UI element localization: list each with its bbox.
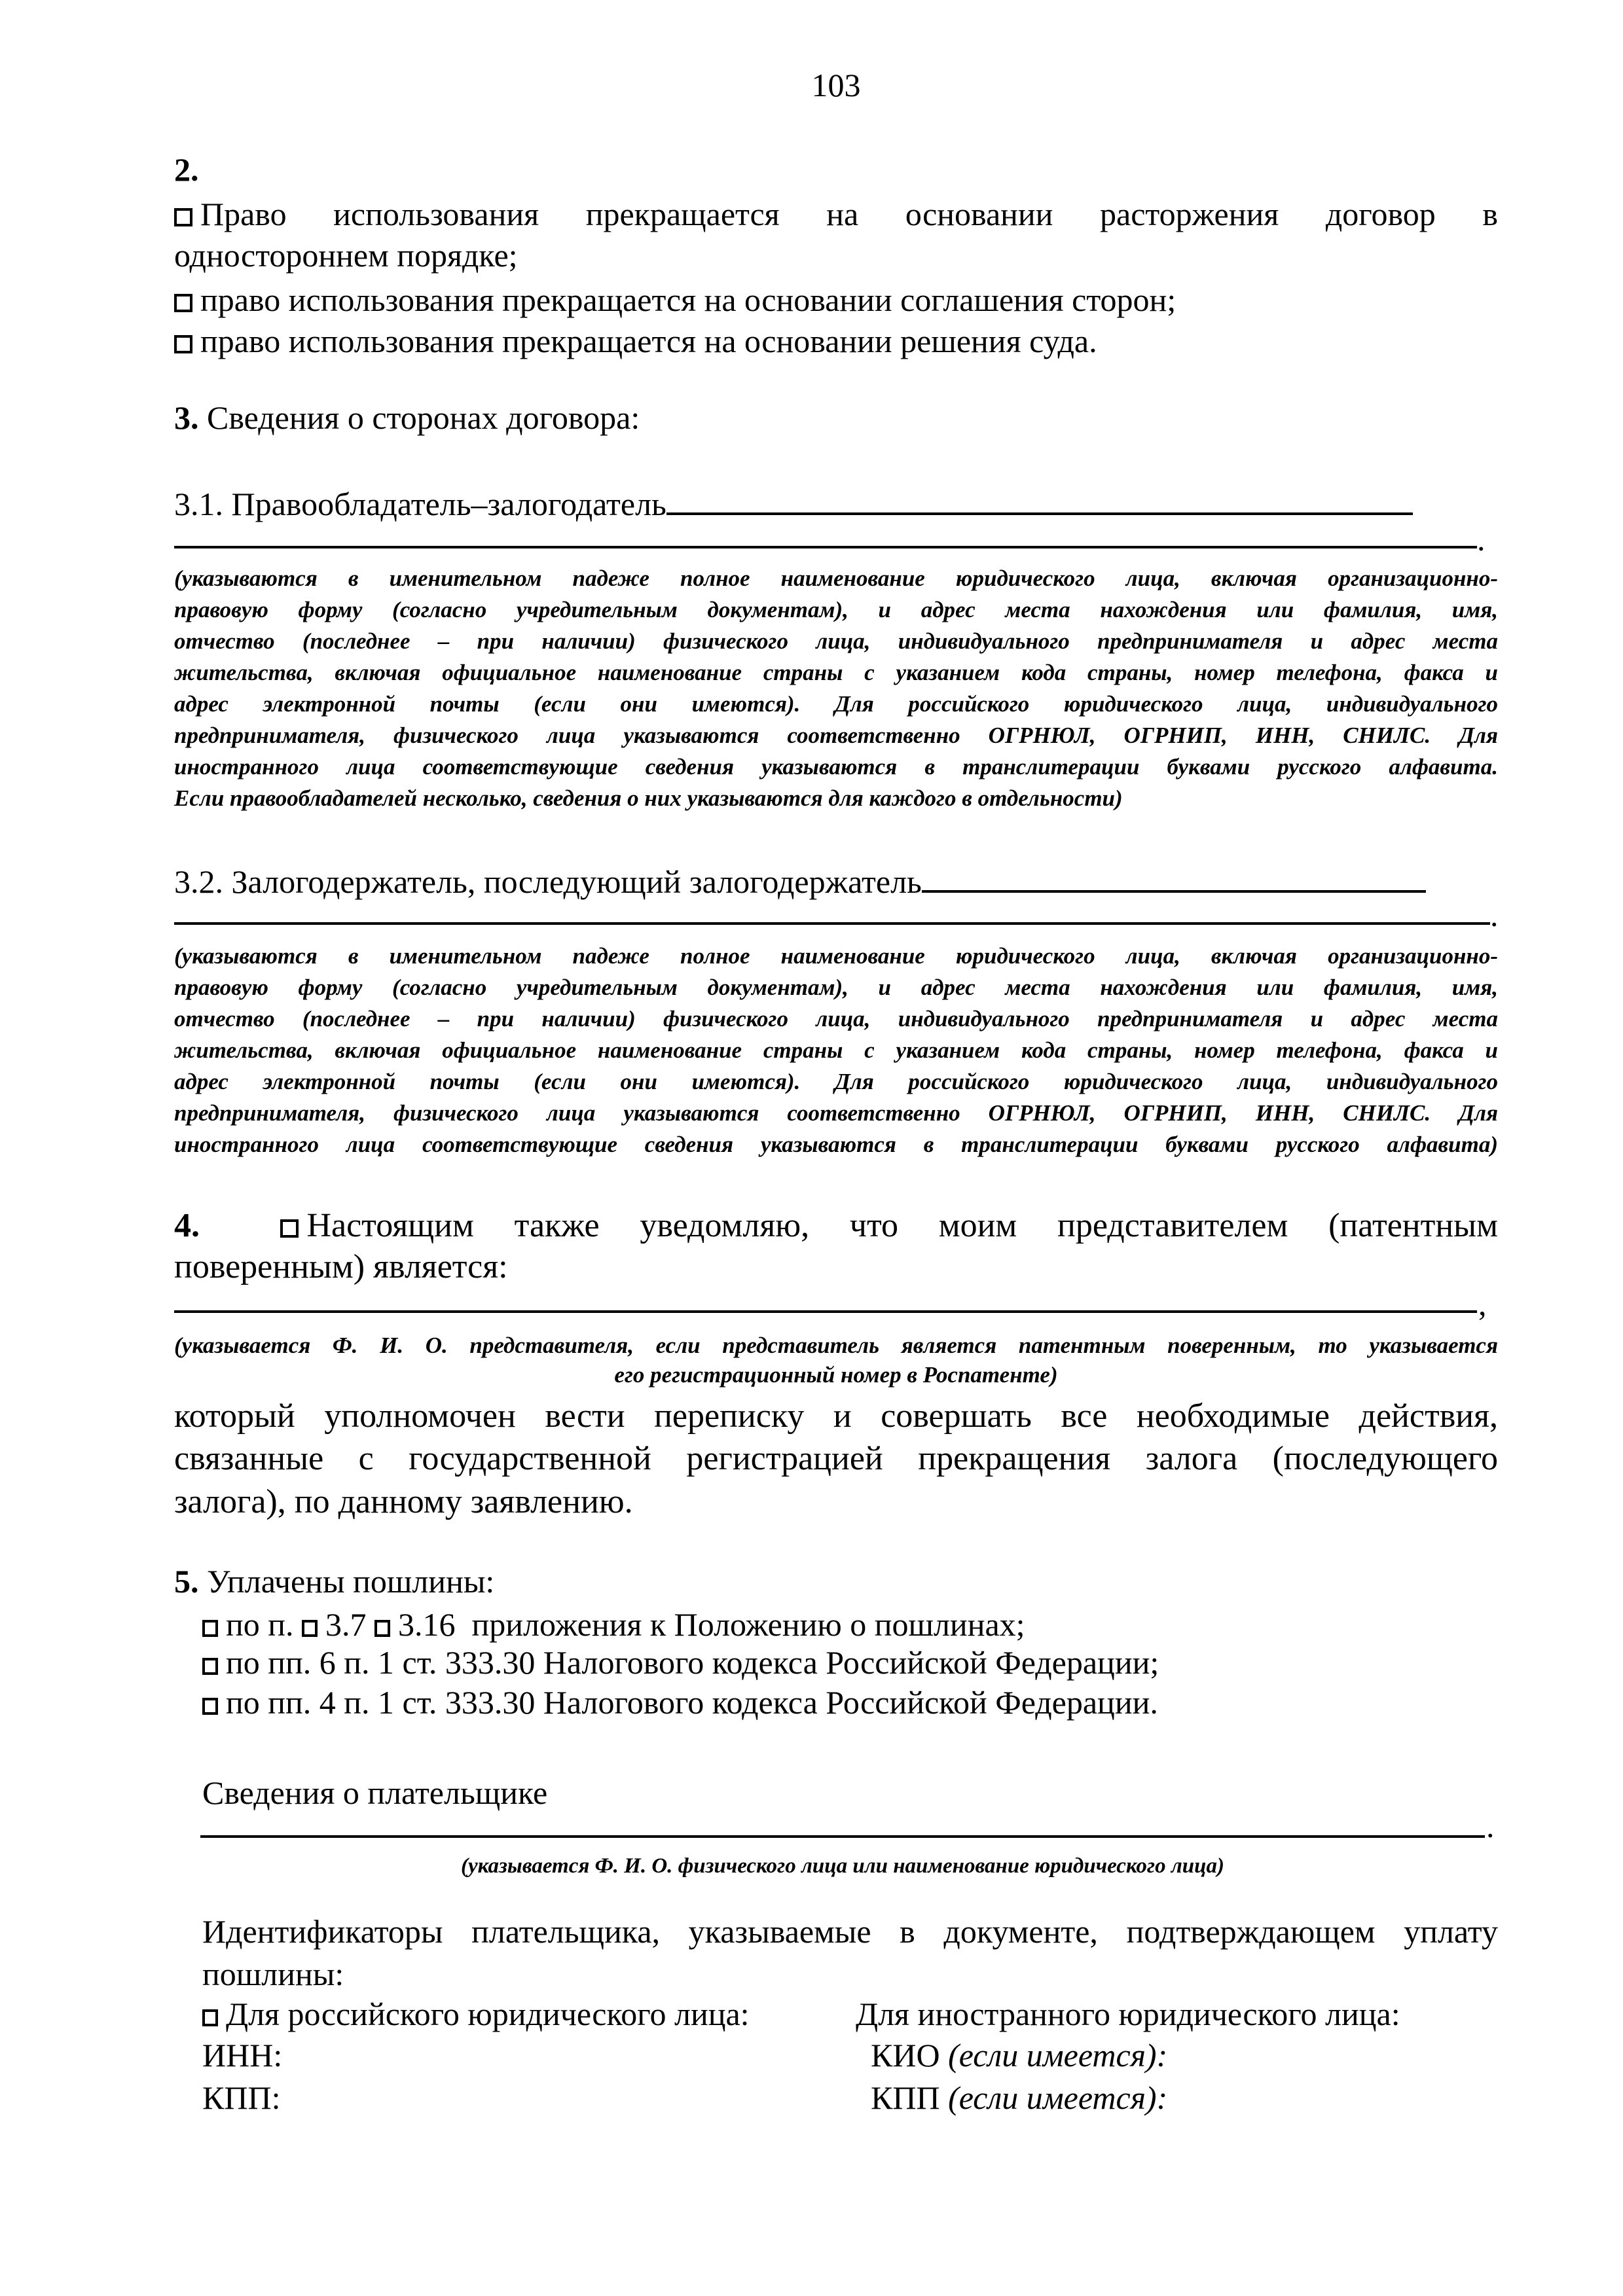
representative-statement-cont: поверенным) является:: [174, 1248, 508, 1285]
checkbox[interactable]: [302, 1620, 318, 1637]
russian-entity-title: Для российского юридического лица:: [202, 1994, 844, 2034]
note-line: отчество (последнее – при наличии) физического лица, индивидуального предпринимателя и адрес места: [174, 628, 1498, 654]
checkbox[interactable]: [202, 2009, 218, 2026]
page-number: 103: [811, 67, 861, 103]
payer-label: Сведения о плательщике: [202, 1774, 548, 1811]
note-line: адрес электронной почты (если они имеются). Для российского юридического лица, индивидуального: [174, 1069, 1498, 1094]
checkbox[interactable]: [174, 335, 192, 353]
russian-inn-label: ИНН:: [202, 2037, 283, 2073]
section2-option-1: Право использования прекращается на основании расторжения договор в: [174, 194, 1498, 234]
checkbox[interactable]: [202, 1658, 218, 1675]
rightholder-input-line[interactable]: [666, 484, 1413, 515]
section2-option-2: право использования прекращается на основании соглашения сторон;: [174, 280, 1498, 319]
section2-number: 2.: [174, 151, 199, 188]
foreign-kio-label: КИО (если имеется):: [871, 2037, 1168, 2073]
representative-text: который уполномочен вести переписку и совершать все необходимые действия,: [174, 1397, 1498, 1435]
payer-note: (указывается Ф. И. О. физического лица или наименование юридического лица): [461, 1854, 1224, 1878]
russian-kpp-label: КПП:: [202, 2079, 281, 2116]
section2-option-3: право использования прекращается на основании решения суда.: [174, 321, 1498, 361]
representative-text: залога), по данному заявлению.: [174, 1483, 633, 1520]
fee-option-1: по п. 3.7 3.16 приложения к Положению о пошлинах;: [202, 1605, 1526, 1644]
pledgee-field: 3.2. Залогодержатель, последующий залогодержатель: [174, 861, 1498, 901]
representative-statement: 4. Настоящим также уведомляю, что моим представителем (патентным: [174, 1207, 1498, 1244]
representative-input-line[interactable]: [174, 1310, 1477, 1313]
note-line: Если правообладателей несколько, сведения о них указываются для каждого в отдельности): [174, 785, 1123, 811]
note-line: жительства, включая официальное наименование страны с указанием кода страны, номер телефона, факса и: [174, 660, 1498, 685]
note-line: отчество (последнее – при наличии) физического лица, индивидуального предпринимателя и адрес места: [174, 1006, 1498, 1031]
identifiers-text-cont: пошлины:: [202, 1956, 344, 1992]
note-line: предпринимателя, физического лица указываются соответственно ОГРНЮЛ, ОГРНИП, ИНН, СНИЛС. Для: [174, 723, 1498, 748]
checkbox[interactable]: [202, 1698, 218, 1715]
identifiers-text: Идентификаторы плательщика, указываемые в документе, подтверждающем уплату: [202, 1913, 1498, 1950]
rightholder-field: 3.1. Правообладатель–залогодатель: [174, 484, 1498, 524]
checkbox[interactable]: [374, 1620, 390, 1637]
note-line: (указываются в именительном падеже полное наименование юридического лица, включая организационно-: [174, 943, 1498, 969]
note-line: иностранного лица соответствующие сведения указываются в транслитерации буквами русского алфавита): [174, 1132, 1498, 1157]
section3-heading: 3. Сведения о сторонах договора:: [174, 399, 640, 436]
checkbox[interactable]: [174, 294, 192, 312]
note-line: правовую форму (согласно учредительным документам), и адрес места нахождения или фамилия, имя,: [174, 975, 1498, 1000]
checkbox[interactable]: [280, 1219, 299, 1238]
representative-note-cont: его регистрационный номер в Роспатенте): [614, 1362, 1058, 1388]
payer-input-line[interactable]: [200, 1835, 1485, 1838]
note-line: иностранного лица соответствующие сведения указываются в транслитерации буквами русского алфавита.: [174, 754, 1498, 780]
end-mark: .: [1477, 521, 1486, 558]
checkbox[interactable]: [174, 208, 192, 226]
foreign-kpp-label: КПП (если имеется):: [871, 2079, 1168, 2116]
pledgee-input-line[interactable]: [922, 861, 1426, 893]
section2-option-1-cont: одностороннем порядке;: [174, 237, 518, 274]
note-line: правовую форму (согласно учредительным документам), и адрес места нахождения или фамилия, имя,: [174, 597, 1498, 622]
checkbox[interactable]: [202, 1620, 218, 1637]
note-line: адрес электронной почты (если они имеются). Для российского юридического лица, индивидуального: [174, 691, 1498, 717]
fee-option-3: по пп. 4 п. 1 ст. 333.30 Налогового кодекса Российской Федерации.: [202, 1683, 1526, 1722]
end-mark: .: [1490, 897, 1499, 933]
fee-option-2: по пп. 6 п. 1 ст. 333.30 Налогового кодекса Российской Федерации;: [202, 1643, 1526, 1682]
note-line: (указываются в именительном падеже полное наименование юридического лица, включая организационно-: [174, 565, 1498, 591]
end-mark: .: [1486, 1808, 1495, 1844]
fees-heading: 5. Уплачены пошлины:: [174, 1563, 495, 1600]
rightholder-input-line-2[interactable]: [174, 546, 1477, 548]
representative-note: (указывается Ф. И. О. представителя, если представитель является патентным поверенным, то указывается: [174, 1333, 1498, 1358]
representative-text: связанные с государственной регистрацией прекращения залога (последующего: [174, 1440, 1498, 1477]
note-line: предпринимателя, физического лица указываются соответственно ОГРНЮЛ, ОГРНИП, ИНН, СНИЛС. Для: [174, 1100, 1498, 1126]
note-line: жительства, включая официальное наименование страны с указанием кода страны, номер телефона, факса и: [174, 1037, 1498, 1063]
end-mark: ,: [1478, 1285, 1487, 1322]
pledgee-input-line-2[interactable]: [174, 922, 1490, 925]
foreign-entity-title: Для иностранного юридического лица:: [856, 1996, 1400, 2032]
